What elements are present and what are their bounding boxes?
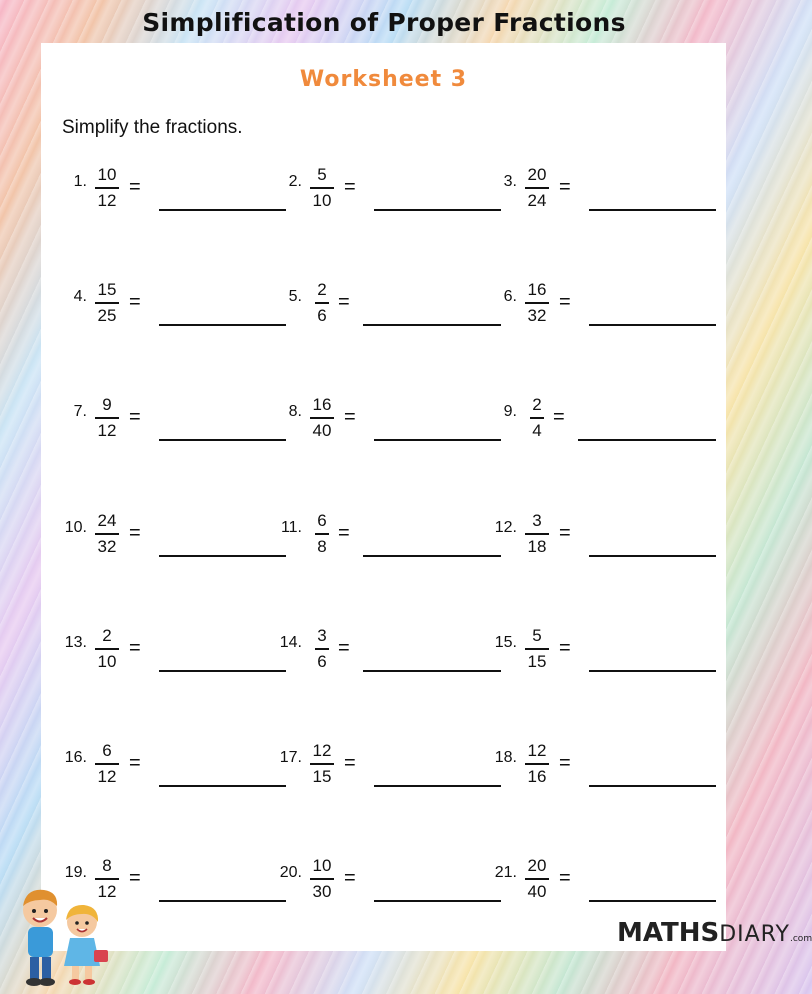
- problem-number: 17.: [279, 749, 302, 766]
- answer-blank[interactable]: [159, 324, 286, 326]
- fraction-denominator: 40: [527, 881, 547, 901]
- problem-item: [493, 511, 708, 571]
- answer-blank[interactable]: [363, 670, 501, 672]
- equals-sign: =: [559, 637, 571, 659]
- fraction-denominator: 6: [317, 651, 327, 671]
- fraction-denominator: 10: [312, 190, 332, 210]
- problem-item: [493, 280, 708, 340]
- fraction-denominator: 40: [312, 420, 332, 440]
- answer-blank[interactable]: [159, 555, 286, 557]
- fraction-bar: [310, 763, 334, 765]
- fraction: [308, 741, 336, 787]
- answer-blank[interactable]: [374, 785, 501, 787]
- answer-blank[interactable]: [578, 439, 716, 441]
- problem-number: 6.: [503, 288, 517, 305]
- fraction-bar: [310, 187, 334, 189]
- problem-number: 16.: [64, 749, 87, 766]
- fraction-numerator: 24: [97, 511, 117, 530]
- answer-blank[interactable]: [159, 785, 286, 787]
- fraction-denominator: 8: [317, 536, 327, 556]
- problem-item: [493, 626, 708, 686]
- fraction-numerator: 8: [102, 856, 112, 875]
- problem-item: [63, 280, 278, 340]
- fraction-bar: [525, 533, 549, 535]
- equals-sign: =: [344, 176, 356, 198]
- problem-item: [63, 395, 278, 455]
- answer-blank[interactable]: [374, 209, 501, 211]
- fraction: [523, 280, 551, 326]
- answer-blank[interactable]: [589, 324, 716, 326]
- fraction-bar: [95, 187, 119, 189]
- problem-item: [278, 511, 493, 571]
- answer-blank[interactable]: [159, 209, 286, 211]
- equals-sign: =: [129, 637, 141, 659]
- equals-sign: =: [344, 406, 356, 428]
- fraction-bar: [315, 648, 329, 650]
- problem-number: 3.: [503, 173, 517, 190]
- equals-sign: =: [553, 406, 565, 428]
- fraction-bar: [525, 187, 549, 189]
- fraction-numerator: 12: [312, 741, 332, 760]
- problem-number: 1.: [73, 173, 87, 190]
- fraction-bar: [310, 417, 334, 419]
- problem-number: 7.: [73, 403, 87, 420]
- fraction-bar: [315, 302, 329, 304]
- fraction: [308, 395, 336, 441]
- equals-sign: =: [129, 406, 141, 428]
- fraction: [308, 626, 336, 672]
- page-title: Simplification of Proper Fractions: [142, 8, 626, 37]
- problem-number: 18.: [494, 749, 517, 766]
- equals-sign: =: [559, 752, 571, 774]
- fraction: [308, 856, 336, 902]
- fraction-numerator: 2: [102, 626, 112, 645]
- problem-item: [278, 856, 493, 916]
- fraction: [523, 395, 551, 441]
- fraction: [523, 165, 551, 211]
- equals-sign: =: [129, 291, 141, 313]
- equals-sign: =: [338, 637, 350, 659]
- fraction: [308, 280, 336, 326]
- fraction-denominator: 32: [97, 536, 117, 556]
- fraction-denominator: 18: [527, 536, 547, 556]
- fraction-bar: [525, 648, 549, 650]
- problem-item: [63, 511, 278, 571]
- kids-illustration: [6, 880, 116, 990]
- equals-sign: =: [559, 176, 571, 198]
- fraction-numerator: 3: [317, 626, 327, 645]
- fraction-denominator: 24: [527, 190, 547, 210]
- fraction-numerator: 2: [317, 280, 327, 299]
- fraction-denominator: 10: [97, 651, 117, 671]
- equals-sign: =: [344, 752, 356, 774]
- fraction-numerator: 10: [312, 856, 332, 875]
- fraction-numerator: 20: [527, 856, 547, 875]
- fraction-denominator: 30: [312, 881, 332, 901]
- worksheet-title: Worksheet 3: [299, 67, 468, 92]
- worksheet-sheet: [41, 43, 726, 951]
- answer-blank[interactable]: [589, 670, 716, 672]
- fraction-denominator: 6: [317, 305, 327, 325]
- answer-blank[interactable]: [159, 670, 286, 672]
- problem-item: [493, 741, 708, 801]
- fraction-bar: [95, 533, 119, 535]
- problem-item: [63, 165, 278, 225]
- fraction-numerator: 2: [532, 395, 542, 414]
- fraction: [308, 511, 336, 557]
- problem-number: 10.: [64, 519, 87, 536]
- problem-number: 21.: [494, 864, 517, 881]
- problem-number: 2.: [288, 173, 302, 190]
- fraction-denominator: 12: [97, 420, 117, 440]
- equals-sign: =: [129, 176, 141, 198]
- fraction: [93, 626, 121, 672]
- problem-number: 19.: [64, 864, 87, 881]
- answer-blank[interactable]: [589, 785, 716, 787]
- problem-number: 20.: [279, 864, 302, 881]
- problem-number: 12.: [494, 519, 517, 536]
- equals-sign: =: [338, 291, 350, 313]
- fraction-numerator: 10: [97, 165, 117, 184]
- problem-item: [278, 395, 493, 455]
- problem-item: [278, 626, 493, 686]
- mathsdiary-logo: MATHSDIARY.com: [617, 918, 812, 948]
- equals-sign: =: [129, 752, 141, 774]
- fraction-bar: [95, 417, 119, 419]
- fraction-denominator: 25: [97, 305, 117, 325]
- equals-sign: =: [559, 867, 571, 889]
- fraction: [93, 280, 121, 326]
- answer-blank[interactable]: [159, 439, 286, 441]
- fraction-numerator: 16: [312, 395, 332, 414]
- fraction-numerator: 6: [102, 741, 112, 760]
- problem-item: [278, 741, 493, 801]
- fraction-bar: [315, 533, 329, 535]
- problem-number: 5.: [288, 288, 302, 305]
- fraction: [93, 395, 121, 441]
- equals-sign: =: [559, 291, 571, 313]
- fraction: [308, 165, 336, 211]
- fraction: [93, 741, 121, 787]
- answer-blank[interactable]: [589, 555, 716, 557]
- problem-number: 14.: [279, 634, 302, 651]
- fraction-denominator: 4: [532, 420, 542, 440]
- problem-number: 4.: [73, 288, 87, 305]
- fraction-bar: [310, 878, 334, 880]
- answer-blank[interactable]: [374, 439, 501, 441]
- problem-item: [493, 165, 708, 225]
- fraction-bar: [95, 648, 119, 650]
- fraction-bar: [95, 302, 119, 304]
- equals-sign: =: [344, 867, 356, 889]
- fraction-numerator: 5: [532, 626, 542, 645]
- problem-number: 13.: [64, 634, 87, 651]
- fraction-denominator: 12: [97, 190, 117, 210]
- fraction: [93, 165, 121, 211]
- problem-item: [278, 280, 493, 340]
- fraction-bar: [95, 763, 119, 765]
- fraction-denominator: 15: [312, 766, 332, 786]
- problem-item: [493, 395, 708, 455]
- fraction-bar: [525, 763, 549, 765]
- answer-blank[interactable]: [363, 555, 501, 557]
- answer-blank[interactable]: [363, 324, 501, 326]
- fraction-numerator: 3: [532, 511, 542, 530]
- equals-sign: =: [338, 522, 350, 544]
- problem-item: [63, 741, 278, 801]
- fraction-denominator: 32: [527, 305, 547, 325]
- fraction-numerator: 15: [97, 280, 117, 299]
- problem-number: 9.: [503, 403, 517, 420]
- fraction: [93, 511, 121, 557]
- problem-item: [493, 856, 708, 916]
- fraction-numerator: 20: [527, 165, 547, 184]
- instruction-text: Simplify the fractions.: [62, 117, 243, 138]
- answer-blank[interactable]: [374, 900, 501, 902]
- fraction-denominator: 12: [97, 766, 117, 786]
- fraction-numerator: 6: [317, 511, 327, 530]
- fraction-numerator: 16: [527, 280, 547, 299]
- fraction-bar: [525, 878, 549, 880]
- equals-sign: =: [129, 522, 141, 544]
- fraction: [523, 856, 551, 902]
- fraction-denominator: 15: [527, 651, 547, 671]
- answer-blank[interactable]: [589, 900, 716, 902]
- fraction-numerator: 9: [102, 395, 112, 414]
- problem-number: 8.: [288, 403, 302, 420]
- equals-sign: =: [129, 867, 141, 889]
- fraction: [523, 626, 551, 672]
- fraction-denominator: 12: [97, 881, 117, 901]
- equals-sign: =: [559, 522, 571, 544]
- fraction-bar: [525, 302, 549, 304]
- answer-blank[interactable]: [589, 209, 716, 211]
- problem-item: [63, 626, 278, 686]
- fraction-bar: [530, 417, 544, 419]
- fraction: [523, 511, 551, 557]
- problem-number: 11.: [280, 519, 302, 536]
- fraction-numerator: 5: [317, 165, 327, 184]
- fraction: [523, 741, 551, 787]
- problem-grid: [41, 43, 726, 951]
- fraction-denominator: 16: [527, 766, 547, 786]
- fraction-numerator: 12: [527, 741, 547, 760]
- problem-item: [278, 165, 493, 225]
- answer-blank[interactable]: [159, 900, 286, 902]
- problem-number: 15.: [494, 634, 517, 651]
